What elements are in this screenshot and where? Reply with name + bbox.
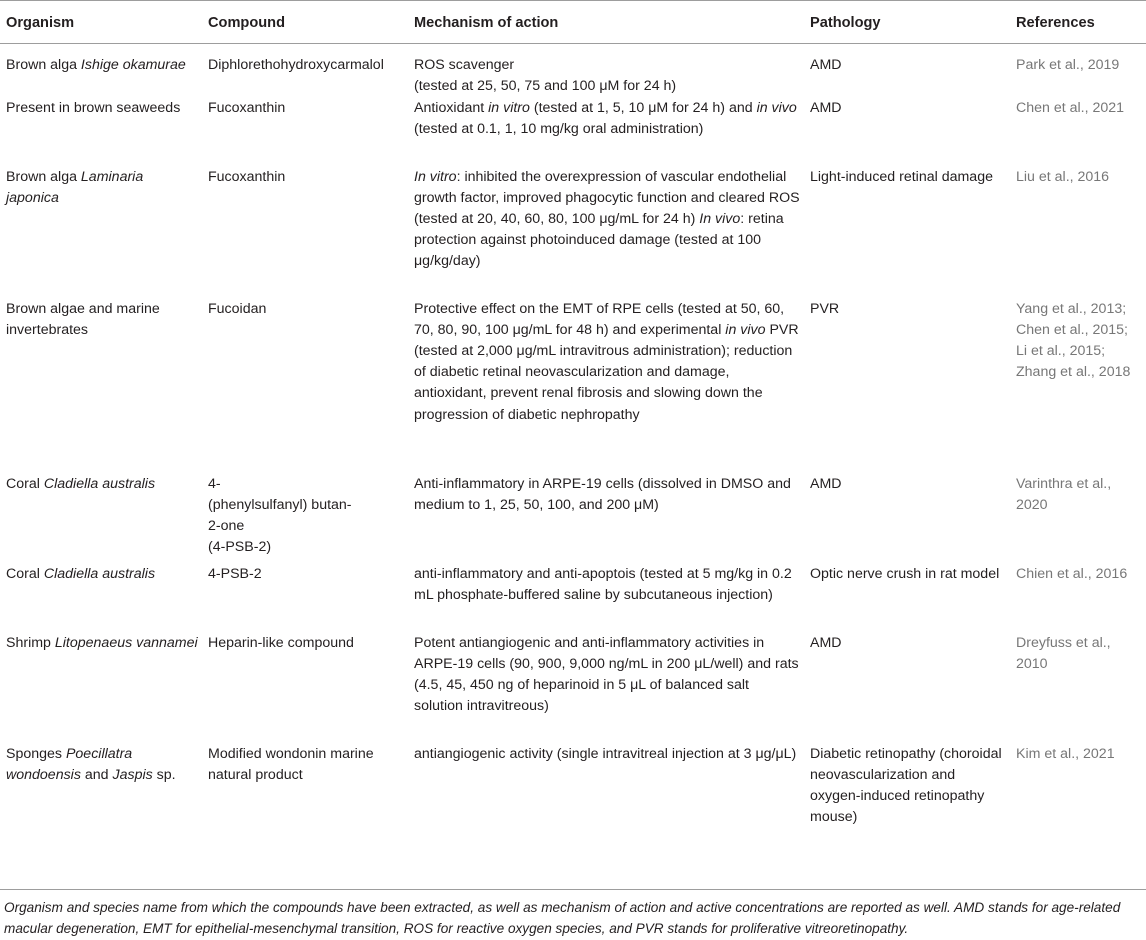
cell-references — [1010, 44, 1146, 98]
cell-compound — [202, 474, 408, 564]
cell-text: Optic nerve crush in rat model — [810, 565, 1000, 582]
cell-pathology — [804, 633, 1010, 744]
cell-compound — [202, 744, 408, 884]
cell-text: Yang et al., 2013; — [1016, 300, 1127, 317]
cell-text: : retina protection against photoinduced damage (tested at 100 μg/kg/day) — [414, 211, 784, 270]
header-references: References — [1010, 1, 1146, 44]
cell-text: : inhibited the overexpression of vascular endothelial growth factor, improved phagocytic function and cleared ROS (tested at 20, 40, 60, 80, 100 μg/mL for 24 h) — [414, 168, 800, 228]
cell-text: Poecillatra wondoensis — [6, 745, 133, 783]
cell-text: Fucoxanthin — [208, 99, 286, 116]
cell-text: Anti-inflammatory in ARPE-19 cells (dissolved in DMSO and medium to 1, 25, 50, 100, and 200 μM) — [414, 475, 791, 513]
cell-text: Varinthra et al., 2020 — [1016, 475, 1112, 513]
cell-text: ROS scavenger — [414, 57, 515, 74]
header-compound: Compound — [202, 1, 408, 44]
cell-text: (phenylsulfanyl) butan- — [208, 496, 352, 513]
cell-text: Chen et al., 2021 — [1016, 99, 1125, 116]
header-mechanism: Mechanism of action — [408, 1, 804, 44]
cell-pathology — [804, 98, 1010, 167]
cell-text: Zhang et al., 2018 — [1016, 364, 1131, 381]
cell-text: Dreyfuss et al., 2010 — [1016, 634, 1111, 672]
cell-text: Protective effect on the EMT of RPE cells (tested at 50, 60, 70, 80, 90, 100 μg/mL for 48 h) and experimental — [414, 300, 785, 338]
cell-compound — [202, 299, 408, 474]
cell-text: In vitro — [414, 168, 457, 185]
cell-organism — [0, 98, 202, 167]
table-row — [0, 633, 1146, 744]
cell-text: (tested at 0.1, 1, 10 mg/kg oral administration) — [414, 120, 704, 137]
cell-text: PVR — [810, 300, 840, 317]
cell-text: Light-induced retinal damage — [810, 168, 993, 185]
cell-pathology — [804, 744, 1010, 884]
cell-text: Litopenaeus vannamei — [54, 634, 198, 651]
cell-organism — [0, 44, 202, 98]
cell-text: in vivo — [725, 321, 766, 338]
header-row — [0, 1, 1146, 44]
cell-pathology — [804, 474, 1010, 564]
cell-text: PVR (tested at 2,000 μg/mL intravitrous administration); reduction of diabetic retinal neovascularization and damage, antioxidant, prevent renal fibrosis and slowing down the progression of diabetic nephropathy — [414, 321, 799, 423]
cell-text: Jaspis — [112, 766, 153, 783]
table-row — [0, 564, 1146, 633]
cell-text: AMD — [810, 99, 842, 116]
cell-mechanism — [408, 633, 804, 744]
cell-organism — [0, 633, 202, 744]
cell-mechanism — [408, 744, 804, 884]
cell-text: Sponges — [6, 745, 66, 762]
cell-text: (tested at 25, 50, 75 and 100 μM for 24 h) — [414, 78, 677, 95]
cell-text: Brown alga — [6, 168, 81, 185]
cell-text: 4- — [208, 475, 221, 492]
cell-text: Coral — [6, 475, 44, 492]
cell-text: Cladiella australis — [43, 475, 156, 492]
cell-text: Brown alga — [6, 57, 81, 74]
table-body — [0, 44, 1146, 884]
cell-references — [1010, 633, 1146, 744]
cell-text: in vitro — [488, 99, 530, 116]
cell-compound — [202, 564, 408, 633]
cell-text: Shrimp — [6, 634, 55, 651]
cell-organism — [0, 167, 202, 299]
cell-pathology — [804, 564, 1010, 633]
cell-pathology — [804, 299, 1010, 474]
cell-text: Kim et al., 2021 — [1016, 745, 1115, 762]
cell-text: Liu et al., 2016 — [1016, 168, 1110, 185]
cell-compound — [202, 44, 408, 98]
cell-text: Chien et al., 2016 — [1016, 565, 1128, 582]
table-row — [0, 744, 1146, 884]
cell-references — [1010, 474, 1146, 564]
cell-text: Present in brown seaweeds — [6, 99, 181, 116]
cell-text: AMD — [810, 57, 842, 74]
cell-text: Fucoxanthin — [208, 168, 286, 185]
cell-text: in vivo — [756, 99, 797, 116]
table-row — [0, 167, 1146, 299]
cell-references — [1010, 564, 1146, 633]
table-row — [0, 299, 1146, 474]
cell-text: (4-PSB-2) — [208, 539, 272, 556]
cell-organism — [0, 299, 202, 474]
cell-text: 2-one — [208, 518, 245, 535]
cell-references — [1010, 744, 1146, 884]
cell-text: Diabetic retinopathy (choroidal neovascularization and oxygen-induced retinopathy mouse) — [810, 745, 1002, 826]
cell-text: AMD — [810, 634, 842, 651]
cell-compound — [202, 98, 408, 167]
table-footnote: Organism and species name from which the compounds have been extracted, as well as mechanism of action and active concentrations are reported as well. AMD stands for age-related macular degeneration, EMT for epithelial-mesenchymal transition, ROS for reactive oxygen species, and PVR stands for proliferative vitreoretinopathy. — [4, 900, 1121, 936]
cell-text: antiangiogenic activity (single intravitreal injection at 3 μg/μL) — [414, 745, 797, 762]
cell-text: anti-inflammatory and anti-apoptois (tested at 5 mg/kg in 0.2 mL phosphate-buffered saline by subcutaneous injection) — [414, 565, 792, 603]
table-row — [0, 98, 1146, 167]
cell-text: Laminaria japonica — [6, 168, 144, 206]
header-pathology: Pathology — [804, 1, 1010, 44]
cell-text: Li et al., 2015; — [1016, 343, 1106, 360]
cell-mechanism — [408, 167, 804, 299]
cell-text: Brown algae and marine invertebrates — [6, 300, 160, 338]
cell-text: In vivo — [699, 211, 741, 228]
cell-mechanism — [408, 44, 804, 98]
header-organism: Organism — [0, 1, 202, 44]
cell-text: Potent antiangiogenic and anti-inflammatory activities in ARPE-19 cells (90, 900, 9,000 ng/mL in 200 μL/well) and rats (4.5, 45, 450 ng of heparinoid in 5 μL of balanced salt solution intravitreous) — [414, 634, 799, 715]
cell-organism — [0, 564, 202, 633]
cell-mechanism — [408, 474, 804, 564]
cell-text: Ishige okamurae — [80, 57, 186, 74]
cell-mechanism — [408, 98, 804, 167]
cell-pathology — [804, 167, 1010, 299]
cell-pathology — [804, 44, 1010, 98]
cell-references — [1010, 98, 1146, 167]
cell-references — [1010, 299, 1146, 474]
cell-text: Fucoidan — [208, 300, 267, 317]
cell-compound — [202, 633, 408, 744]
cell-text: Heparin-like compound — [208, 634, 354, 651]
cell-organism — [0, 474, 202, 564]
cell-text: 4-PSB-2 — [208, 565, 262, 582]
table-bottom-rule — [0, 889, 1146, 890]
cell-text: AMD — [810, 475, 842, 492]
cell-text: Park et al., 2019 — [1016, 57, 1120, 74]
cell-text: Diphlorethohydroxycarmalol — [208, 57, 384, 74]
cell-text: Antioxidant — [414, 99, 489, 116]
cell-text: Coral — [6, 565, 44, 582]
cell-text: Chen et al., 2015; — [1016, 321, 1129, 338]
cell-compound — [202, 167, 408, 299]
cell-references — [1010, 167, 1146, 299]
cell-organism — [0, 744, 202, 884]
cell-text: Modified wondonin marine natural product — [208, 745, 374, 783]
cell-text: Cladiella australis — [43, 565, 156, 582]
table-row — [0, 474, 1146, 564]
table-row — [0, 44, 1146, 98]
cell-mechanism — [408, 299, 804, 474]
cell-mechanism — [408, 564, 804, 633]
cell-text: sp. — [152, 766, 176, 783]
cell-text: and — [80, 766, 113, 783]
cell-text: (tested at 1, 5, 10 μM for 24 h) and — [529, 99, 757, 116]
